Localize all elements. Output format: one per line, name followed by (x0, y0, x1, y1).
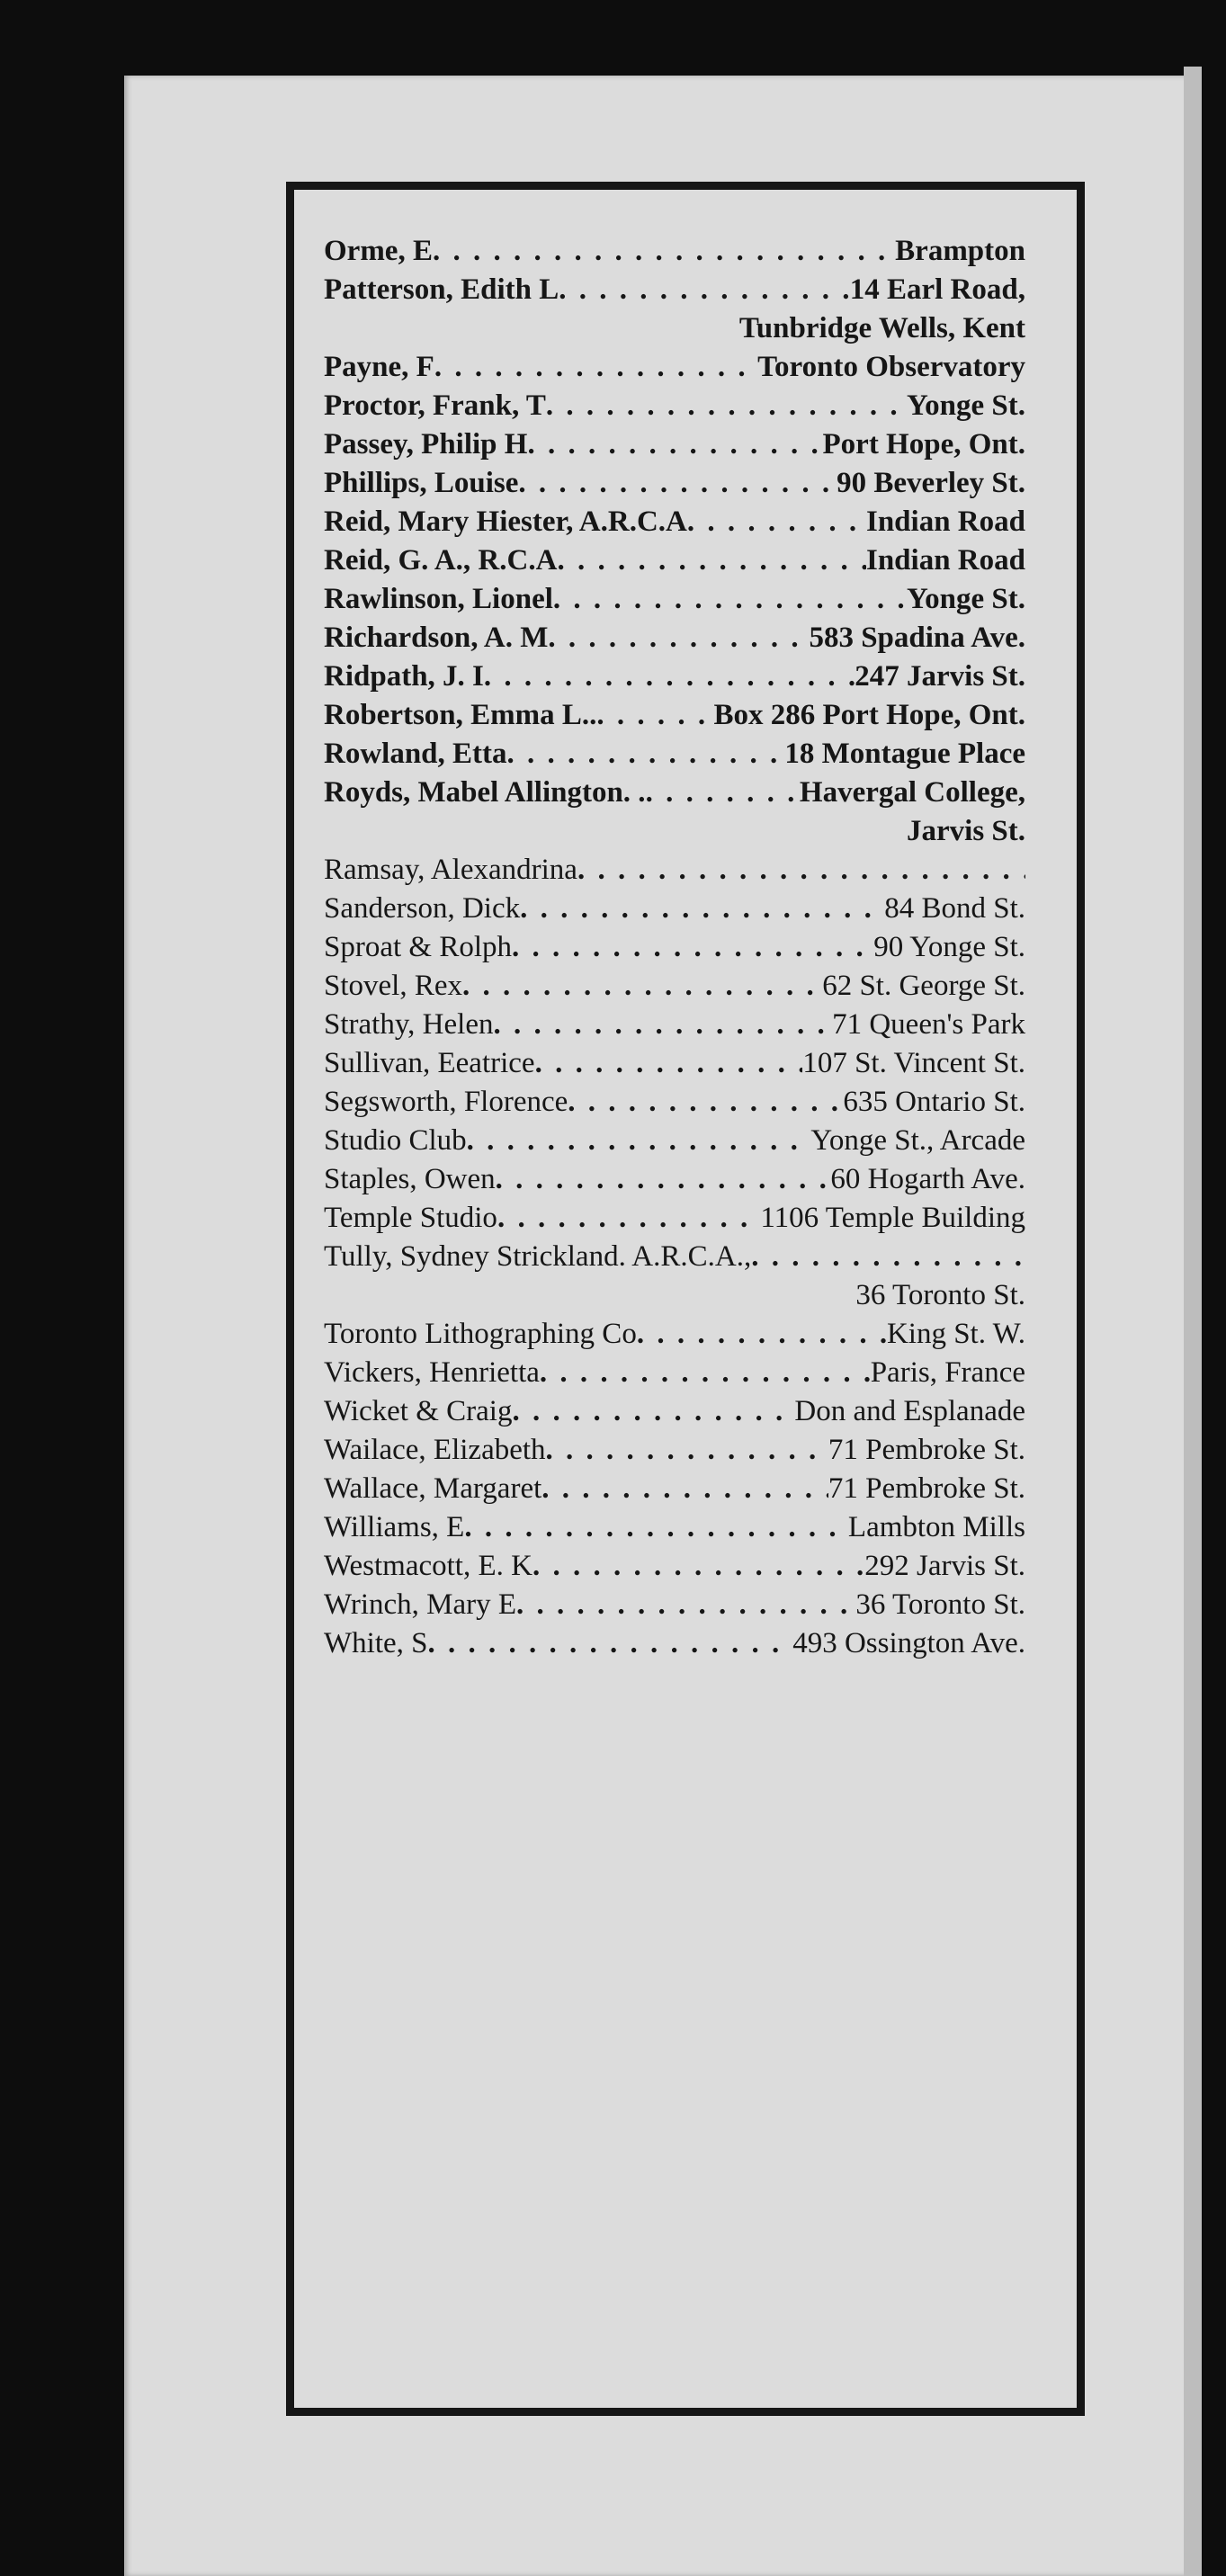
entry-address: Havergal College, (799, 776, 1025, 809)
leader-dots (433, 232, 895, 271)
entry-name: Orme, E (324, 235, 433, 267)
entry-address: 583 Spadina Ave. (809, 622, 1025, 654)
leader-dots (464, 1508, 848, 1547)
entry-name: Sanderson, Dick (324, 892, 521, 925)
leader-dots (535, 1044, 803, 1083)
entry-line (324, 1238, 1025, 1276)
entry-line (324, 928, 1025, 967)
directory-entry (324, 1392, 1025, 1431)
entry-line (324, 619, 1025, 657)
entry-address: King St. W. (886, 1318, 1025, 1350)
entry-address-continuation: 36 Toronto St. (855, 1279, 1025, 1311)
entry-line (324, 851, 1025, 890)
entry-address: Indian Road (865, 544, 1025, 577)
entry-address: 62 St. George St. (822, 970, 1025, 1002)
directory-entry (324, 1083, 1025, 1122)
entry-address: Brampton (895, 235, 1025, 267)
entry-address: 1106 Temple Building (760, 1202, 1025, 1234)
entry-name: Segsworth, Florence (324, 1086, 568, 1118)
entry-line (324, 657, 1025, 696)
leader-dots (527, 425, 822, 464)
directory-entry (324, 619, 1025, 657)
entry-name: Phillips, Louise (324, 467, 519, 499)
entry-address: Paris, France (870, 1356, 1025, 1389)
directory-entry (324, 1122, 1025, 1160)
directory-entry (324, 1470, 1025, 1508)
leader-dots (568, 1083, 843, 1122)
entry-name: Tully, Sydney Strickland. A.R.C.A., (324, 1240, 752, 1273)
entry-name: Royds, Mabel Allington. . (324, 776, 646, 809)
leader-dots (751, 1238, 1025, 1276)
entry-address: 635 Ontario St. (843, 1086, 1025, 1118)
entry-line (324, 425, 1025, 464)
directory-group-bold (324, 232, 1025, 851)
entry-line (324, 1624, 1025, 1663)
leader-dots (546, 1431, 828, 1470)
leader-dots (427, 1624, 792, 1663)
directory-entry (324, 541, 1025, 580)
directory-entry (324, 735, 1025, 774)
entry-name: Rowland, Etta (324, 738, 507, 770)
directory-entry (324, 425, 1025, 464)
entry-address: 90 Yonge St. (873, 931, 1025, 963)
entry-name: Wicket & Craig (324, 1395, 513, 1427)
leader-dots (687, 503, 866, 541)
entry-name: Payne, F (324, 351, 434, 383)
leader-dots (646, 774, 800, 812)
leader-dots (553, 580, 907, 619)
entry-address-continuation: Jarvis St. (907, 815, 1025, 847)
leader-dots (516, 1586, 855, 1624)
directory-entry (324, 774, 1025, 851)
directory-entry (324, 928, 1025, 967)
entry-name: Stovel, Rex (324, 970, 462, 1002)
entry-address: Port Hope, Ont. (822, 428, 1025, 461)
entry-address: 292 Jarvis St. (864, 1550, 1025, 1582)
directory-group-regular (324, 851, 1025, 1663)
leader-dots (559, 271, 849, 309)
leader-dots (546, 387, 907, 425)
entry-name: Wallace, Margaret (324, 1472, 542, 1505)
leader-dots (557, 541, 866, 580)
entry-line (324, 967, 1025, 1006)
entry-address: 60 Hogarth Ave. (830, 1163, 1025, 1195)
entry-line (324, 348, 1025, 387)
leader-dots (512, 1392, 794, 1431)
page-edge (1184, 67, 1202, 2576)
leader-dots (434, 348, 757, 387)
directory-entry (324, 657, 1025, 696)
entry-line (324, 1006, 1025, 1044)
leader-dots (596, 696, 713, 735)
directory-entry (324, 1315, 1025, 1354)
entry-name: Toronto Lithographing Co (324, 1318, 637, 1350)
entry-address: Don and Esplanade (794, 1395, 1025, 1427)
entry-line (324, 1431, 1025, 1470)
leader-dots (507, 735, 785, 774)
entry-line (324, 580, 1025, 619)
directory-entry (324, 1238, 1025, 1315)
entry-address: Box 286 Port Hope, Ont. (713, 699, 1025, 731)
leader-dots (484, 657, 855, 696)
entry-address: 71 Pembroke St. (828, 1472, 1025, 1505)
directory-entry (324, 1044, 1025, 1083)
entry-name: Sproat & Rolph (324, 931, 513, 963)
directory-entry (324, 580, 1025, 619)
entry-name: Strathy, Helen (324, 1008, 494, 1041)
leader-dots (577, 851, 1025, 890)
directory-entry (324, 1547, 1025, 1586)
leader-dots (520, 890, 884, 928)
entry-line (324, 1083, 1025, 1122)
entry-address: Indian Road (865, 505, 1025, 538)
entry-address: 14 Earl Road, (849, 273, 1025, 306)
entry-name: Temple Studio (324, 1202, 497, 1234)
entry-line (324, 1586, 1025, 1624)
leader-dots (496, 1160, 831, 1199)
entry-line (324, 1354, 1025, 1392)
entry-address: Lambton Mills (847, 1511, 1025, 1543)
entry-name: Patterson, Edith L (324, 273, 559, 306)
entry-line (324, 387, 1025, 425)
entry-name: Ramsay, Alexandrina (324, 854, 577, 886)
entry-line (324, 735, 1025, 774)
entry-line (324, 503, 1025, 541)
entry-line (324, 1044, 1025, 1083)
entry-address: 247 Jarvis St. (855, 660, 1025, 693)
entry-name: Proctor, Frank, T (324, 389, 546, 422)
entry-name: Richardson, A. M (324, 622, 549, 654)
entry-line (324, 1122, 1025, 1160)
entry-line (324, 1470, 1025, 1508)
leader-dots (541, 1470, 828, 1508)
entry-name: Sullivan, Eeatrice (324, 1047, 535, 1079)
entry-line (324, 541, 1025, 580)
entry-line (324, 232, 1025, 271)
directory-entry (324, 1624, 1025, 1663)
entry-name: Studio Club (324, 1124, 467, 1157)
entry-name: Williams, E (324, 1511, 465, 1543)
directory-entry (324, 387, 1025, 425)
leader-dots (518, 464, 837, 503)
leader-dots (532, 1547, 864, 1586)
directory-entry (324, 696, 1025, 735)
entry-line (324, 1547, 1025, 1586)
entry-address: 71 Pembroke St. (828, 1434, 1025, 1466)
entry-name: White, S (324, 1627, 428, 1659)
directory-entry (324, 1508, 1025, 1547)
entry-name: Westmacott, E. K (324, 1550, 532, 1582)
entry-address-continuation: Tunbridge Wells, Kent (738, 312, 1025, 344)
entry-address: Yonge St., Arcade (810, 1124, 1025, 1157)
entry-address: 107 St. Vincent St. (802, 1047, 1025, 1079)
leader-dots (512, 928, 873, 967)
leader-dots (493, 1006, 832, 1044)
entry-name: Rawlinson, Lionel (324, 583, 553, 615)
entry-name: Wailace, Elizabeth (324, 1434, 546, 1466)
leader-dots (467, 1122, 811, 1160)
entry-line (324, 774, 1025, 812)
entry-name: Vickers, Henrietta (324, 1356, 540, 1389)
directory-entry (324, 1431, 1025, 1470)
entry-line (324, 271, 1025, 309)
entry-address: Yonge St. (906, 389, 1025, 422)
directory-entry (324, 1160, 1025, 1199)
entry-address: 18 Montague Place (784, 738, 1025, 770)
directory-entry (324, 890, 1025, 928)
leader-dots (540, 1354, 871, 1392)
entry-address: 90 Beverley St. (837, 467, 1025, 499)
entry-address: Yonge St. (906, 583, 1025, 615)
directory-entry (324, 503, 1025, 541)
directory-entry (324, 271, 1025, 348)
directory-entry (324, 967, 1025, 1006)
entry-line (324, 464, 1025, 503)
entry-name: Wrinch, Mary E (324, 1588, 517, 1621)
directory-entry (324, 851, 1025, 890)
entry-name: Robertson, Emma L.. (324, 699, 597, 731)
leader-dots (462, 967, 822, 1006)
directory-entry (324, 1354, 1025, 1392)
directory-entry (324, 1586, 1025, 1624)
entry-line (324, 696, 1025, 735)
entry-line (324, 1508, 1025, 1547)
entry-address: 493 Ossington Ave. (792, 1627, 1025, 1659)
directory-list (324, 232, 1025, 1663)
entry-line (324, 1160, 1025, 1199)
entry-address: 36 Toronto St. (855, 1588, 1025, 1621)
entry-line (324, 1392, 1025, 1431)
entry-name: Ridpath, J. I (324, 660, 484, 693)
entry-name: Reid, G. A., R.C.A (324, 544, 558, 577)
entry-address: 71 Queen's Park (832, 1008, 1025, 1041)
directory-entry (324, 232, 1025, 271)
entry-name: Passey, Philip H (324, 428, 528, 461)
directory-entry (324, 1006, 1025, 1044)
leader-dots (548, 619, 809, 657)
entry-line (324, 1315, 1025, 1354)
entry-line (324, 890, 1025, 928)
entry-name: Staples, Owen (324, 1163, 496, 1195)
entry-line (324, 1199, 1025, 1238)
directory-entry (324, 348, 1025, 387)
directory-entry (324, 1199, 1025, 1238)
entry-name: Reid, Mary Hiester, A.R.C.A (324, 505, 687, 538)
entry-address: 84 Bond St. (884, 892, 1025, 925)
entry-address: Toronto Observatory (757, 351, 1025, 383)
leader-dots (637, 1315, 887, 1354)
leader-dots (497, 1199, 760, 1238)
directory-entry (324, 464, 1025, 503)
